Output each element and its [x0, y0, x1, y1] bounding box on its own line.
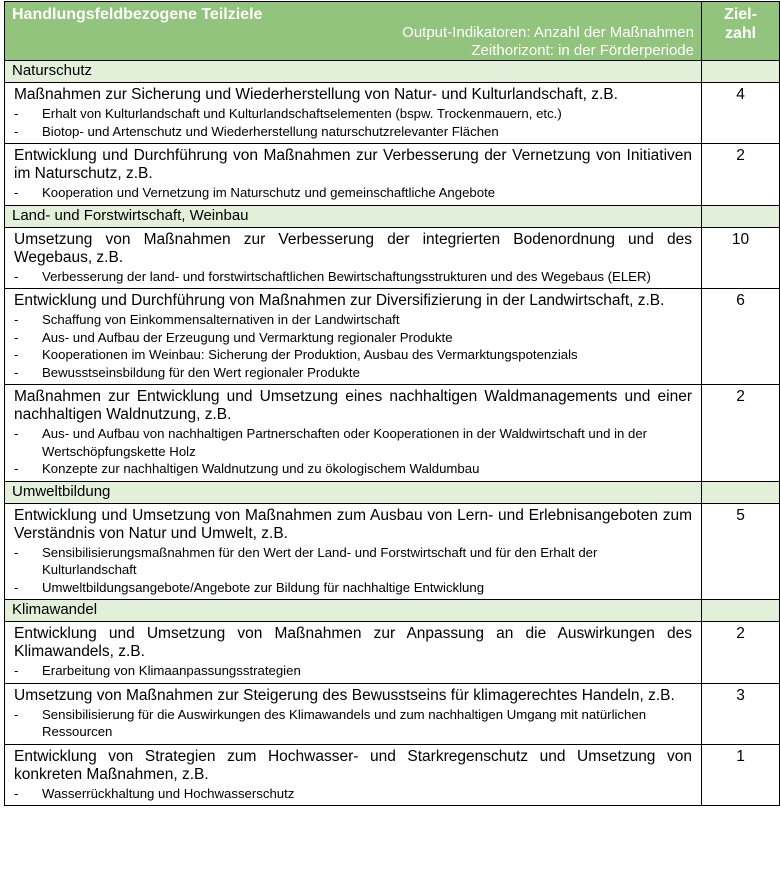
table-row [5, 144, 780, 206]
goal-bullet-list [14, 706, 692, 741]
section-row [5, 205, 780, 227]
goal-cell [5, 227, 702, 289]
table-row [5, 385, 780, 482]
section-empty-cell [702, 205, 780, 227]
goal-title: Entwicklung und Durchführung von Maßnahmen zur Verbesserung der Vernetzung von Initiativen im Naturschutz, z.B. [14, 147, 692, 182]
bullet-text: Sensibilisierungsmaßnahmen für den Wert der Land- und Forstwirtschaft und für den Erhalt der Kulturlandschaft [42, 544, 598, 577]
section-label: Land- und Forstwirtschaft, Weinbau [12, 206, 249, 224]
target-count-cell [702, 385, 780, 482]
list-item [14, 425, 692, 460]
goals-table [4, 1, 780, 806]
list-item [14, 364, 692, 382]
table-row [5, 289, 780, 385]
goal-cell [5, 622, 702, 684]
bullet-text: Kooperationen im Weinbau: Sicherung der Produktion, Ausbau des Vermarktungspotenzials [42, 347, 578, 362]
header-row [5, 2, 780, 61]
dash-bullet-icon: - [14, 785, 19, 801]
header-subtitle-indicators: Output-Indikatoren: Anzahl der Maßnahmen [402, 24, 694, 41]
bullet-text: Erhalt von Kulturlandschaft und Kulturlandschaftselementen (bspw. Trockenmauern, etc.) [42, 106, 562, 121]
list-item [14, 105, 692, 123]
goal-cell [5, 83, 702, 144]
section-row [5, 481, 780, 503]
bullet-text: Wasserrückhaltung und Hochwasserschutz [42, 785, 295, 801]
section-label-cell [5, 600, 702, 622]
header-cell-goals [5, 2, 702, 61]
dash-bullet-icon: - [14, 544, 19, 560]
list-item [14, 123, 692, 141]
goal-bullet-list [14, 425, 692, 478]
goal-title: Entwicklung und Umsetzung von Maßnahmen zur Anpassung an die Auswirkungen des Klimawandels, z.B. [14, 625, 692, 660]
list-item [14, 346, 692, 364]
goal-title: Entwicklung und Durchführung von Maßnahmen zur Diversifizierung in der Landwirtschaft, z.B. [14, 292, 665, 309]
section-label: Umweltbildung [12, 482, 111, 500]
goal-title: Umsetzung von Maßnahmen zur Steigerung des Bewusstseins für klimagerechtes Handeln, z.B. [14, 686, 675, 704]
target-count: 2 [736, 147, 745, 164]
goal-cell [5, 744, 702, 806]
header-target-line-1: Ziel- [724, 6, 757, 23]
goal-title: Maßnahmen zur Sicherung und Wiederherstellung von Natur- und Kulturlandschaft, z.B. [14, 86, 618, 103]
bullet-text: Verbesserung der land- und forstwirtschaftlichen Bewirtschaftungsstrukturen und des Wegebaus (ELER) [42, 268, 651, 284]
section-label: Klimawandel [12, 601, 98, 618]
dash-bullet-icon: - [14, 123, 19, 139]
table-body [5, 61, 780, 806]
bullet-text: Erarbeitung von Klimaanpassungsstrategien [42, 663, 301, 678]
section-empty-cell [702, 600, 780, 622]
list-item [14, 184, 692, 202]
table-row [5, 744, 780, 806]
target-count-cell [702, 503, 780, 600]
goal-title: Umsetzung von Maßnahmen zur Verbesserung der integrierten Bodenordnung und des Wegebaus, z.B. [14, 230, 692, 266]
target-count: 6 [736, 292, 745, 309]
dash-bullet-icon: - [14, 347, 19, 362]
target-count-cell [702, 622, 780, 684]
dash-bullet-icon: - [14, 579, 19, 595]
section-label-cell [5, 61, 702, 83]
header-target-line-2: zahl [724, 25, 757, 42]
section-row [5, 61, 780, 83]
target-count: 2 [736, 625, 745, 642]
goal-title: Entwicklung von Strategien zum Hochwasser- und Starkregenschutz und Umsetzung von konkreten Maßnahmen, z.B. [14, 747, 692, 783]
target-count-cell [702, 744, 780, 806]
list-item [14, 579, 692, 597]
goal-bullet-list [14, 311, 692, 381]
goal-bullet-list [14, 662, 692, 680]
section-empty-cell [702, 61, 780, 83]
target-count-cell [702, 227, 780, 289]
dash-bullet-icon: - [14, 461, 19, 476]
goal-cell [5, 683, 702, 744]
bullet-text: Bewusstseinsbildung für den Wert regionaler Produkte [42, 364, 360, 380]
section-label-cell [5, 205, 702, 227]
list-item [14, 268, 692, 286]
bullet-text: Kooperation und Vernetzung im Naturschutz und gemeinschaftliche Angebote [42, 185, 496, 200]
goal-bullet-list [14, 105, 692, 140]
dash-bullet-icon: - [14, 106, 19, 121]
bullet-text: Umweltbildungsangebote/Angebote zur Bildung für nachhaltige Entwicklung [42, 579, 485, 595]
target-count-cell [702, 144, 780, 206]
dash-bullet-icon: - [14, 426, 19, 441]
target-count: 3 [736, 686, 745, 704]
goal-cell [5, 144, 702, 206]
header-title: Handlungsfeldbezogene Teilziele [12, 6, 263, 23]
target-count: 4 [736, 86, 745, 103]
bullet-text: Aus- und Aufbau der Erzeugung und Vermarktung regionaler Produkte [42, 329, 453, 345]
goal-cell [5, 289, 702, 385]
target-count: 10 [731, 230, 750, 248]
target-count-cell [702, 683, 780, 744]
bullet-text: Biotop- und Artenschutz und Wiederherstellung naturschutzrelevanter Flächen [42, 123, 499, 139]
bullet-text: Aus- und Aufbau von nachhaltigen Partnerschaften oder Kooperationen in der Waldwirtschaft und in der Wertschöpfungskette Holz [42, 426, 648, 459]
dash-bullet-icon: - [14, 364, 19, 380]
goal-title: Entwicklung und Umsetzung von Maßnahmen zum Ausbau von Lern- und Erlebnisangeboten zum Verständnis von Natur und Umwelt, z.B. [14, 506, 692, 542]
table-row [5, 83, 780, 144]
goal-bullet-list [14, 544, 692, 597]
list-item [14, 706, 692, 741]
target-count-cell [702, 83, 780, 144]
goal-bullet-list [14, 184, 692, 202]
table-row [5, 503, 780, 600]
dash-bullet-icon: - [14, 663, 19, 678]
section-row [5, 600, 780, 622]
dash-bullet-icon: - [14, 329, 19, 345]
list-item [14, 460, 692, 478]
target-count: 5 [736, 506, 745, 524]
section-label: Naturschutz [12, 62, 93, 79]
list-item [14, 785, 692, 803]
header-subtitle-timeframe: Zeithorizont: in der Förderperiode [471, 42, 694, 59]
list-item [14, 311, 692, 329]
section-label-cell [5, 481, 702, 503]
table-row [5, 227, 780, 289]
target-count: 1 [736, 747, 745, 765]
dash-bullet-icon: - [14, 268, 19, 284]
goal-title: Maßnahmen zur Entwicklung und Umsetzung eines nachhaltigen Waldmanagements und einer nachhaltigen Waldnutzung, z.B. [14, 388, 692, 423]
bullet-text: Schaffung von Einkommensalternativen in der Landwirtschaft [42, 312, 400, 327]
bullet-text: Sensibilisierung für die Auswirkungen des Klimawandels und zum nachhaltigen Umgang mit natürlichen Ressourcen [42, 706, 647, 739]
section-empty-cell [702, 481, 780, 503]
dash-bullet-icon: - [14, 312, 19, 327]
target-count-cell [702, 289, 780, 385]
goal-bullet-list [14, 268, 692, 286]
list-item [14, 544, 692, 579]
goal-bullet-list [14, 785, 692, 803]
list-item [14, 662, 692, 680]
target-count: 2 [736, 388, 745, 405]
dash-bullet-icon: - [14, 185, 19, 200]
bullet-text: Konzepte zur nachhaltigen Waldnutzung und zu ökologischem Waldumbau [42, 461, 480, 476]
table-row [5, 683, 780, 744]
goal-cell [5, 503, 702, 600]
header-cell-target [702, 2, 780, 61]
goal-cell [5, 385, 702, 482]
dash-bullet-icon: - [14, 706, 19, 722]
table-row [5, 622, 780, 684]
list-item [14, 329, 692, 347]
